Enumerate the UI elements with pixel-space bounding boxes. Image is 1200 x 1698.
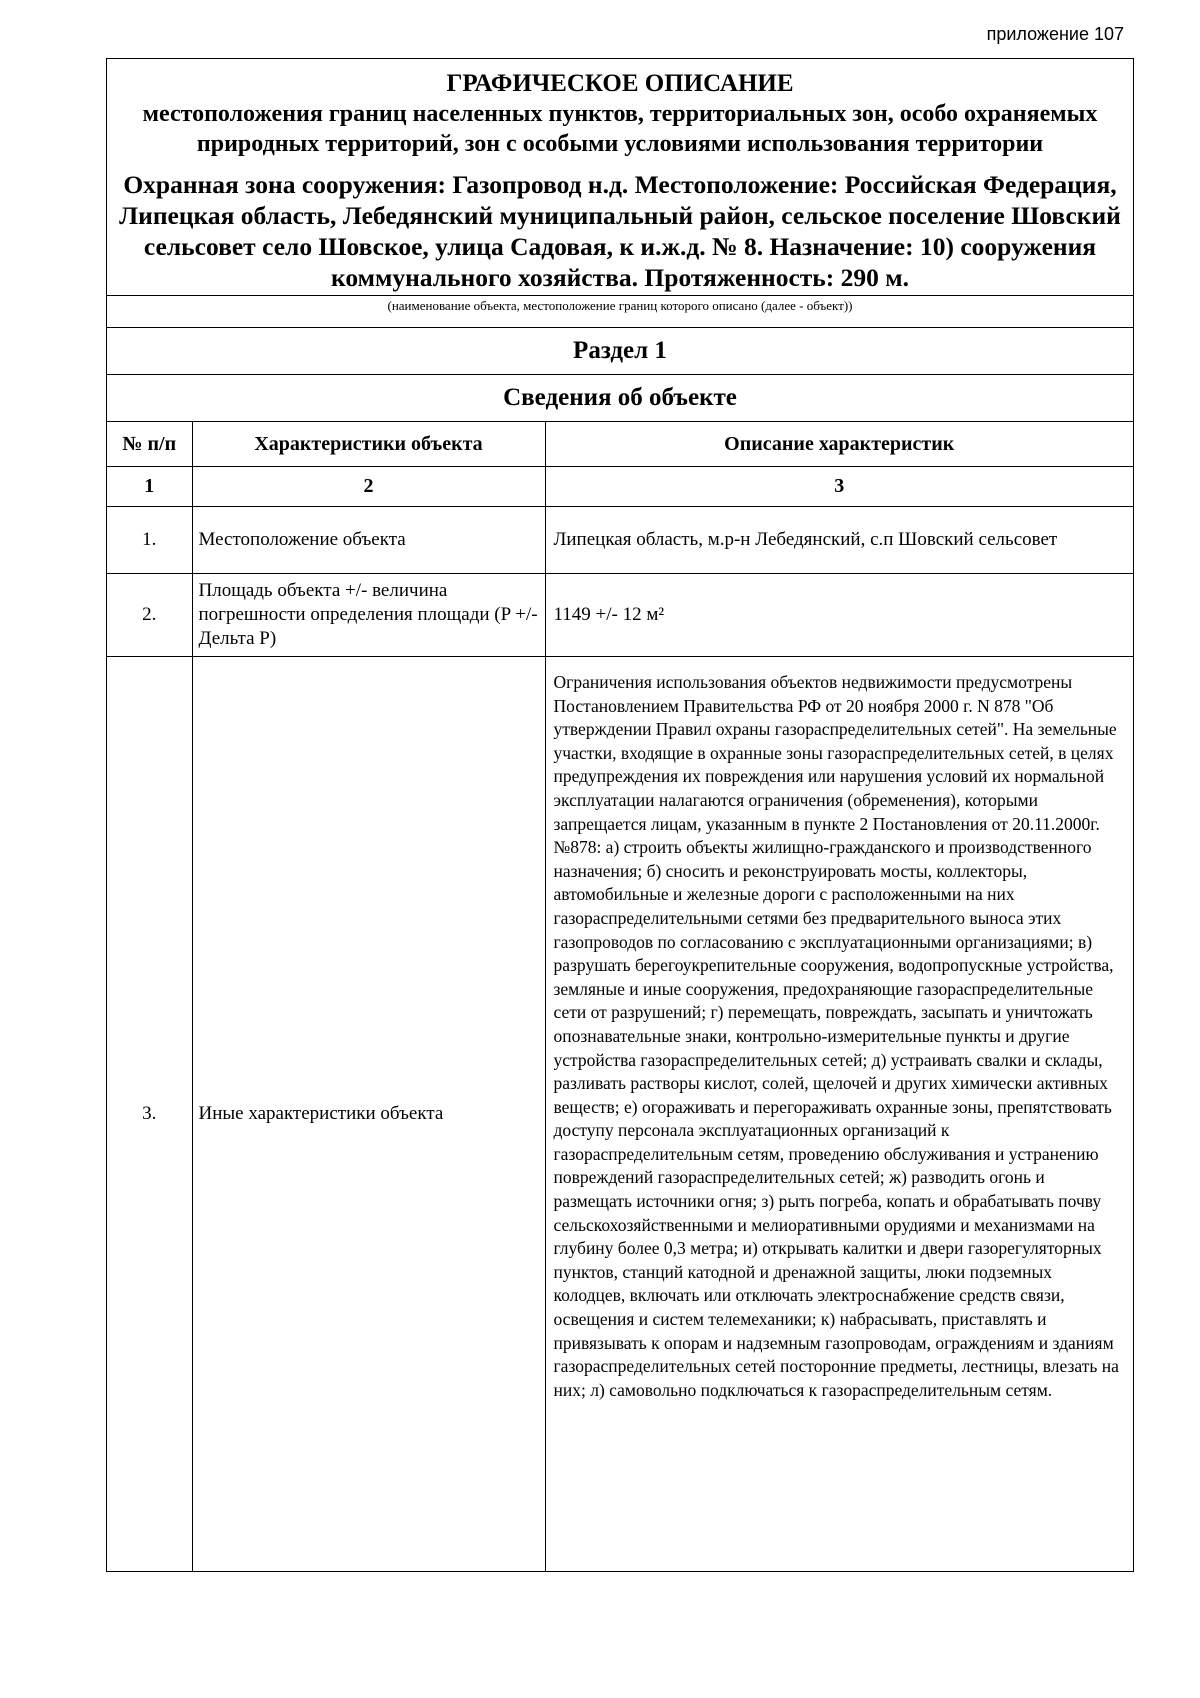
- appendix-label: приложение 107: [986, 24, 1124, 44]
- row-description: Липецкая область, м.р-н Лебедянский, с.п Шовский сельсовет: [545, 507, 1133, 574]
- section-subtitle: Сведения об объекте: [107, 374, 1133, 421]
- row-number: 1.: [107, 507, 192, 574]
- table-header-row: [107, 422, 1133, 467]
- row-characteristic: Местоположение объекта: [192, 507, 545, 574]
- header-number: № п/п: [107, 422, 192, 467]
- header-characteristic: Характеристики объекта: [192, 422, 545, 467]
- title-block: [107, 59, 1133, 295]
- column-number: 1: [107, 467, 192, 507]
- column-number: 3: [545, 467, 1133, 507]
- row-characteristic: Иные характеристики объекта: [192, 657, 545, 1572]
- row-description: 1149 +/- 12 м²: [545, 574, 1133, 657]
- table-row: [107, 507, 1133, 574]
- document-frame: [106, 58, 1134, 1572]
- object-info-table: [107, 421, 1133, 1571]
- document-subtitle: местоположения границ населенных пунктов, территориальных зон, особо охраняемых природных территорий, зон с особыми условиями использования территории: [142, 101, 1098, 157]
- section-title: Раздел 1: [107, 327, 1133, 374]
- column-number: 2: [192, 467, 545, 507]
- document-title: ГРАФИЧЕСКОЕ ОПИСАНИЕ: [446, 70, 794, 97]
- object-caption: (наименование объекта, местоположение границ которого описано (далее - объект)): [107, 295, 1133, 327]
- object-description: Охранная зона сооружения: Газопровод н.д. Местоположение: Российская Федерация, Липецкая область, Лебедянский муниципальный район, сельское поселение Шовский сельсовет село Шовское, улица Садовая, к и.ж.д. № 8. Назначение: 10) сооружения коммунального хозяйства. Протяженность: 290 м.: [119, 170, 1121, 292]
- row-characteristic: Площадь объекта +/- величина погрешности определения площади (P +/- Дельта P): [192, 574, 545, 657]
- column-number-row: [107, 467, 1133, 507]
- table-row: [107, 657, 1133, 1572]
- row-number: 2.: [107, 574, 192, 657]
- header-description: Описание характеристик: [545, 422, 1133, 467]
- row-number: 3.: [107, 657, 192, 1572]
- row-description: Ограничения использования объектов недвижимости предусмотрены Постановлением Правительства РФ от 20 ноября 2000 г. N 878 "Об утверждении Правил охраны газораспределительных сетей". На земельные участки, входящие в охранные зоны газораспределительных сетей, в целях предупреждения их повреждения или нарушения условий их нормальной эксплуатации налагаются ограничения (обременения), которыми запрещается лицам, указанным в пункте 2 Постановления от 20.11.2000г. №878: а) строить объекты жилищно-гражданского и производственного назначения; б) сносить и реконструировать мосты, коллекторы, автомобильные и железные дороги с расположенными на них газораспределительными сетями без предварительного выноса этих газопроводов по согласованию с эксплуатационными организациями; в) разрушать берегоукрепительные сооружения, водопропускные устройства, земляные и иные сооружения, предохраняющие газораспределительные сети от разрушений; г) перемещать, повреждать, засыпать и уничтожать опознавательные знаки, контрольно-измерительные пункты и другие устройства газораспределительных сетей; д) устраивать свалки и склады, разливать растворы кислот, солей, щелочей и других химически активных веществ; е) огораживать и перегораживать охранные зоны, препятствовать доступу персонала эксплуатационных организаций к газораспределительным сетям, проведению обслуживания и устранению повреждений газораспределительных сетей; ж) разводить огонь и размещать источники огня; з) рыть погреба, копать и обрабатывать почву сельскохозяйственными и мелиоративными орудиями и механизмами на глубину более 0,3 метра; и) открывать калитки и двери газорегуляторных пунктов, станций катодной и дренажной защиты, люки подземных колодцев, включать или отключать электроснабжение средств связи, освещения и систем телемеханики; к) набрасывать, приставлять и привязывать к опорам и надземным газопроводам, ограждениям и зданиям газораспределительных сетей посторонние предметы, лестницы, влезать на них; л) самовольно подключаться к газораспределительным сетям.: [545, 657, 1133, 1572]
- table-row: [107, 574, 1133, 657]
